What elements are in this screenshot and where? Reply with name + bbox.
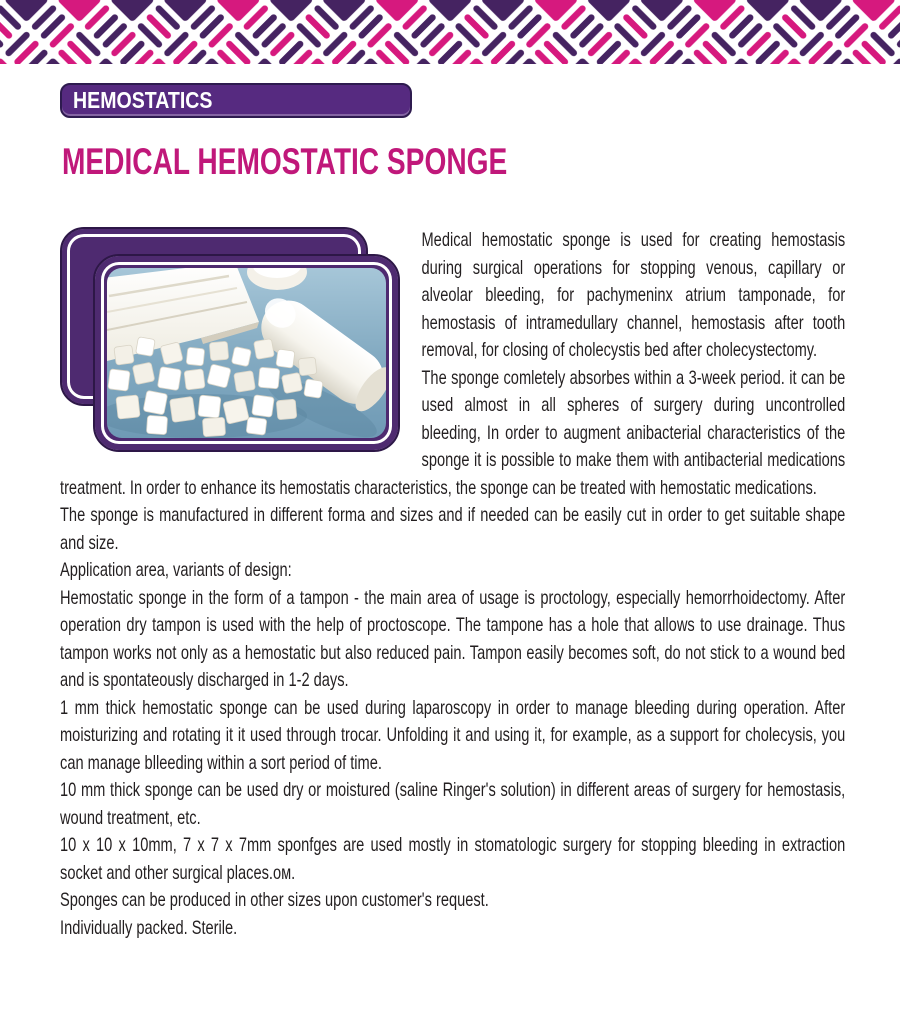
- category-badge-label: HEMOSTATICS: [73, 87, 213, 113]
- page-title: MEDICAL HEMOSTATIC SPONGE: [62, 141, 508, 182]
- paragraph: Individually packed. Sterile.: [60, 916, 238, 939]
- paragraph: 10 x 10 x 10mm, 7 x 7 x 7mm sponfges are used mostly in stomatologic surgery for stopping bleeding in extraction socket and other surgical places.ом.: [60, 834, 846, 884]
- paragraph: The sponge is manufactured in different forma and sizes and if needed can be easily cut in order to get suitable shape and size.: [60, 504, 846, 554]
- content-area: [60, 227, 845, 942]
- body-text: [60, 227, 845, 942]
- paragraph: Hemostatic sponge in the form of a tampon - the main area of usage is proctology, especially hemorrhoidectomy. After operation dry tampon is used with the help of proctoscope. The tampone has a hole that allows to use drainage. Thus tampon works not only as a hemostatic but also reduced pain. Tampon easily becomes soft, do not stick to a wound bed and is spontateously discharged in 1-2 days.: [60, 586, 846, 691]
- category-badge: [60, 83, 412, 118]
- paragraph: 10 mm thick sponge can be used dry or moistured (saline Ringer's solution) in different areas of surgery for hemostasis, wound treatment, etc.: [60, 779, 846, 829]
- photo-frame: [93, 254, 400, 452]
- geometric-pattern-banner: [0, 0, 900, 64]
- product-photo: [107, 268, 386, 438]
- paragraph: Sponges can be produced in other sizes upon customer's request.: [60, 889, 489, 911]
- paragraph: The sponge comletely absorbes within a 3-week period. it can be used almost in all spheres of surgery during uncontrolled bleeding, In order to augment anibacterial characteristics of the sponge it is possible to make them with antibacterial medications treatment. In order to enhance its hemostatis characteristics, the sponge can be treated with hemostatic medications.: [60, 366, 846, 499]
- product-photo-block: [60, 227, 400, 452]
- paragraph: 1 mm thick hemostatic sponge can be used during laparoscopy in order to manage bleeding during operation. After moisturizing and rotating it it used through trocar. Unfolding it and using it, for example, as a support for cholecysis, you can manage blleeding within a sort period of time.: [60, 696, 846, 774]
- paragraph: Application area, variants of design:: [60, 559, 292, 581]
- paragraph: Medical hemostatic sponge is used for creating hemostasis during surgical operations for stopping venous, capillary or alveolar bleeding, for pachymeninx atrium tamponade, for hemostasis of intramedullary channel, hemostasis after tooth removal, for closing of cholecystis bed after cholecystectomy.: [421, 229, 846, 361]
